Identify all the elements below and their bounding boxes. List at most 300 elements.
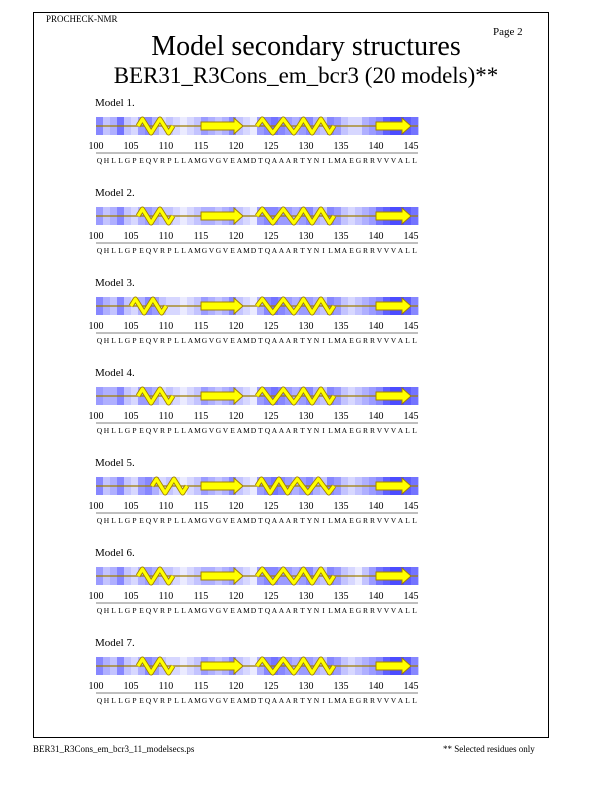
- sequence-residue: Q: [96, 426, 103, 435]
- sequence-residue: M: [334, 426, 341, 435]
- secondary-structure-plot: [0, 199, 612, 269]
- axis-tick-label: 145: [403, 681, 419, 692]
- sequence-residue: G: [355, 246, 362, 255]
- sequence-residue: G: [355, 516, 362, 525]
- footer-note: ** Selected residues only: [443, 744, 535, 754]
- sequence-residue: G: [215, 156, 222, 165]
- sequence-residue: T: [300, 246, 305, 255]
- sequence-residue: E: [230, 426, 235, 435]
- sequence-residue: G: [124, 606, 131, 615]
- sequence-residue: V: [376, 606, 383, 615]
- sequence-residue: L: [174, 426, 179, 435]
- sequence-residue: Q: [264, 156, 271, 165]
- sequence-residue: H: [103, 606, 110, 615]
- sequence-residue: M: [243, 246, 250, 255]
- sequence-residue: D: [250, 246, 257, 255]
- sequence-residue: Y: [306, 606, 313, 615]
- sequence-residue: T: [258, 606, 263, 615]
- sequence-residue: V: [390, 336, 397, 345]
- sequence-residue: A: [278, 696, 285, 705]
- sequence-residue: L: [412, 426, 417, 435]
- sequence-residue: V: [208, 426, 215, 435]
- sequence-residue: R: [369, 696, 376, 705]
- sequence-residue: M: [243, 336, 250, 345]
- axis-tick-label: 135: [333, 591, 349, 602]
- sequence-residue: L: [118, 516, 123, 525]
- sequence-residue: M: [334, 246, 341, 255]
- axis-tick-label: 145: [403, 321, 419, 332]
- sequence-residue: V: [208, 156, 215, 165]
- sequence-residue: V: [383, 336, 390, 345]
- sequence-residue: D: [250, 516, 257, 525]
- sequence-residue: E: [230, 246, 235, 255]
- model-label: Model 2.: [95, 187, 135, 199]
- sequence-residue: G: [355, 426, 362, 435]
- sequence-residue: H: [103, 246, 110, 255]
- sequence-residue: H: [103, 336, 110, 345]
- sequence-residue: L: [412, 696, 417, 705]
- sequence-residue: G: [201, 156, 208, 165]
- sequence-residue: A: [285, 246, 292, 255]
- sequence-residue: V: [376, 696, 383, 705]
- footer-filename: BER31_R3Cons_em_bcr3_11_modelsecs.ps: [33, 744, 195, 754]
- sequence-residue: Y: [306, 696, 313, 705]
- sequence-residue: L: [118, 426, 123, 435]
- axis-tick-label: 105: [123, 681, 139, 692]
- axis-tick-label: 120: [228, 231, 244, 242]
- sequence-residue: L: [181, 336, 186, 345]
- sequence-residue: M: [243, 516, 250, 525]
- sequence-residue: L: [412, 606, 417, 615]
- sequence-residue: A: [271, 336, 278, 345]
- sequence-residue: R: [362, 246, 369, 255]
- sequence-residue: G: [201, 606, 208, 615]
- sequence-residue: G: [201, 336, 208, 345]
- sequence-residue: G: [215, 336, 222, 345]
- sequence-residue: Q: [96, 516, 103, 525]
- program-name: PROCHECK-NMR: [46, 14, 118, 24]
- sequence-residue: A: [397, 156, 404, 165]
- sequence-residue: V: [376, 426, 383, 435]
- sequence-residue: L: [111, 156, 116, 165]
- sequence-residue: L: [111, 516, 116, 525]
- sequence-residue: Q: [145, 336, 152, 345]
- sequence-residue: G: [201, 246, 208, 255]
- axis-tick-label: 140: [368, 141, 384, 152]
- sequence-residue: Q: [96, 696, 103, 705]
- axis-tick-label: 110: [158, 681, 174, 692]
- sequence-residue: N: [313, 246, 320, 255]
- sequence-residue: L: [181, 426, 186, 435]
- sequence-residue: M: [194, 426, 201, 435]
- sequence-residue: E: [349, 156, 354, 165]
- sequence-residue: L: [181, 606, 186, 615]
- sequence-residue: L: [328, 516, 333, 525]
- sequence-residue: T: [300, 606, 305, 615]
- sequence-residue: R: [292, 606, 299, 615]
- sequence-residue: A: [236, 516, 243, 525]
- sequence-residue: T: [300, 516, 305, 525]
- axis-tick-label: 105: [123, 141, 139, 152]
- sequence-residue: A: [285, 426, 292, 435]
- sequence-residue: A: [341, 156, 348, 165]
- sequence-residue: T: [258, 426, 263, 435]
- sequence-residue: L: [111, 606, 116, 615]
- sequence-residue: R: [292, 696, 299, 705]
- sequence-residue: N: [313, 606, 320, 615]
- sequence-residue: L: [405, 516, 410, 525]
- sequence-residue: Y: [306, 516, 313, 525]
- sequence-residue: A: [236, 606, 243, 615]
- sequence-residue: A: [187, 156, 194, 165]
- sequence-residue: V: [222, 606, 229, 615]
- sequence-residue: L: [412, 516, 417, 525]
- axis-tick-label: 130: [298, 591, 314, 602]
- sequence-residue: A: [285, 336, 292, 345]
- sequence-residue: V: [152, 156, 159, 165]
- sequence-residue: A: [397, 516, 404, 525]
- axis-tick-label: 135: [333, 321, 349, 332]
- axis-tick-label: 145: [403, 591, 419, 602]
- sequence-residue: V: [152, 246, 159, 255]
- sequence-residue: L: [181, 156, 186, 165]
- axis-tick-label: 125: [263, 681, 279, 692]
- sequence-residue: G: [201, 516, 208, 525]
- sequence-residue: G: [124, 696, 131, 705]
- sequence-residue: L: [118, 696, 123, 705]
- sequence-residue: V: [390, 156, 397, 165]
- axis-tick-label: 100: [88, 321, 104, 332]
- axis-tick-label: 110: [158, 321, 174, 332]
- sequence-residue: P: [167, 426, 172, 435]
- sequence-residue: Y: [306, 336, 313, 345]
- sequence-residue: I: [322, 606, 325, 615]
- axis-tick-label: 100: [88, 411, 104, 422]
- sequence-residue: V: [390, 246, 397, 255]
- axis-tick-label: 105: [123, 411, 139, 422]
- axis-tick-label: 110: [158, 501, 174, 512]
- sequence-residue: E: [139, 156, 144, 165]
- sequence-residue: V: [222, 156, 229, 165]
- sequence-residue: Q: [145, 156, 152, 165]
- sequence-residue: V: [222, 246, 229, 255]
- sequence-residue: Q: [96, 336, 103, 345]
- sequence-residue: P: [132, 696, 137, 705]
- sequence-residue: G: [215, 516, 222, 525]
- sequence-residue: T: [300, 156, 305, 165]
- axis-tick-label: 105: [123, 591, 139, 602]
- axis-tick-label: 100: [88, 141, 104, 152]
- sequence-residue: Q: [145, 606, 152, 615]
- axis-tick-label: 115: [193, 321, 209, 332]
- sequence-residue: R: [292, 426, 299, 435]
- sequence-residue: P: [167, 606, 172, 615]
- axis-tick-label: 115: [193, 411, 209, 422]
- axis-tick-label: 145: [403, 141, 419, 152]
- sequence-residue: R: [159, 156, 166, 165]
- axis-tick-label: 125: [263, 411, 279, 422]
- model-label: Model 6.: [95, 547, 135, 559]
- sequence-residue: E: [230, 516, 235, 525]
- sequence-residue: M: [243, 606, 250, 615]
- page-title: Model secondary structures: [151, 31, 461, 62]
- axis-tick-label: 125: [263, 231, 279, 242]
- sequence-residue: R: [159, 246, 166, 255]
- axis-tick-label: 135: [333, 141, 349, 152]
- axis-tick-label: 120: [228, 321, 244, 332]
- axis-tick-label: 145: [403, 501, 419, 512]
- sequence-residue: R: [369, 606, 376, 615]
- sequence-residue: L: [181, 516, 186, 525]
- sequence-residue: R: [292, 156, 299, 165]
- sequence-residue: Q: [264, 336, 271, 345]
- sequence-residue: Q: [145, 516, 152, 525]
- axis-tick-label: 110: [158, 411, 174, 422]
- sequence-residue: A: [341, 426, 348, 435]
- axis-tick-label: 115: [193, 231, 209, 242]
- axis-tick-label: 130: [298, 321, 314, 332]
- sequence-residue: V: [390, 516, 397, 525]
- sequence-residue: L: [328, 336, 333, 345]
- axis-tick-label: 125: [263, 141, 279, 152]
- sequence-residue: G: [355, 696, 362, 705]
- sequence-residue: I: [322, 156, 325, 165]
- sequence-residue: L: [118, 606, 123, 615]
- axis-tick-label: 135: [333, 231, 349, 242]
- axis-tick-label: 120: [228, 141, 244, 152]
- sequence-residue: R: [159, 606, 166, 615]
- sequence-residue: H: [103, 696, 110, 705]
- sequence-residue: E: [349, 426, 354, 435]
- sequence-residue: R: [369, 246, 376, 255]
- sequence-residue: P: [132, 516, 137, 525]
- sequence-residue: R: [159, 516, 166, 525]
- sequence-residue: N: [313, 156, 320, 165]
- sequence-residue: R: [362, 696, 369, 705]
- axis-tick-label: 100: [88, 681, 104, 692]
- secondary-structure-plot: [0, 469, 612, 539]
- sequence-residue: A: [341, 516, 348, 525]
- sequence-residue: M: [334, 696, 341, 705]
- axis-tick-label: 100: [88, 231, 104, 242]
- sequence-residue: T: [300, 336, 305, 345]
- sequence-residue: A: [341, 696, 348, 705]
- sequence-residue: E: [230, 156, 235, 165]
- sequence-residue: H: [103, 516, 110, 525]
- sequence-residue: R: [292, 336, 299, 345]
- sequence-residue: Q: [145, 696, 152, 705]
- sequence-residue: I: [322, 516, 325, 525]
- sequence-residue: L: [181, 246, 186, 255]
- sequence-residue: L: [412, 156, 417, 165]
- axis-tick-label: 110: [158, 231, 174, 242]
- sequence-residue: R: [369, 156, 376, 165]
- sequence-residue: R: [362, 516, 369, 525]
- axis-tick-label: 105: [123, 231, 139, 242]
- sequence-residue: T: [258, 156, 263, 165]
- sequence-residue: Q: [145, 426, 152, 435]
- axis-tick-label: 130: [298, 681, 314, 692]
- sequence-residue: L: [405, 156, 410, 165]
- axis-tick-label: 145: [403, 411, 419, 422]
- sequence-residue: M: [243, 696, 250, 705]
- sequence-residue: Q: [96, 606, 103, 615]
- sequence-residue: T: [258, 516, 263, 525]
- sequence-residue: L: [111, 426, 116, 435]
- sequence-residue: P: [167, 156, 172, 165]
- sequence-residue: M: [194, 156, 201, 165]
- sequence-residue: R: [369, 336, 376, 345]
- sequence-residue: A: [187, 426, 194, 435]
- sequence-residue: A: [271, 696, 278, 705]
- sequence-residue: Q: [264, 516, 271, 525]
- sequence-residue: A: [236, 156, 243, 165]
- sequence-residue: A: [236, 696, 243, 705]
- sequence-residue: H: [103, 156, 110, 165]
- sequence-residue: I: [322, 246, 325, 255]
- sequence-residue: A: [285, 156, 292, 165]
- sequence-residue: A: [397, 336, 404, 345]
- axis-tick-label: 140: [368, 321, 384, 332]
- sequence-residue: L: [174, 336, 179, 345]
- secondary-structure-plot: [0, 649, 612, 719]
- sequence-residue: I: [322, 696, 325, 705]
- secondary-structure-plot: [0, 289, 612, 359]
- sequence-residue: L: [405, 606, 410, 615]
- model-label: Model 4.: [95, 367, 135, 379]
- sequence-residue: V: [208, 696, 215, 705]
- sequence-residue: R: [362, 606, 369, 615]
- axis-tick-label: 130: [298, 411, 314, 422]
- sequence-residue: A: [278, 336, 285, 345]
- sequence-residue: V: [376, 246, 383, 255]
- sequence-residue: E: [139, 516, 144, 525]
- axis-tick-label: 135: [333, 681, 349, 692]
- axis-tick-label: 140: [368, 681, 384, 692]
- sequence-residue: R: [292, 516, 299, 525]
- sequence-residue: Y: [306, 156, 313, 165]
- axis-tick-label: 110: [158, 141, 174, 152]
- sequence-residue: V: [383, 696, 390, 705]
- sequence-residue: M: [194, 246, 201, 255]
- sequence-residue: V: [222, 426, 229, 435]
- sequence-residue: M: [194, 516, 201, 525]
- sequence-residue: V: [222, 516, 229, 525]
- sequence-residue: I: [322, 336, 325, 345]
- sequence-residue: Q: [96, 156, 103, 165]
- sequence-residue: D: [250, 156, 257, 165]
- axis-tick-label: 135: [333, 411, 349, 422]
- sequence-residue: G: [215, 696, 222, 705]
- sequence-residue: T: [258, 696, 263, 705]
- sequence-residue: T: [258, 336, 263, 345]
- sequence-residue: A: [341, 606, 348, 615]
- sequence-residue: M: [243, 156, 250, 165]
- sequence-residue: Y: [306, 246, 313, 255]
- sequence-residue: V: [152, 336, 159, 345]
- sequence-residue: P: [167, 516, 172, 525]
- sequence-residue: D: [250, 336, 257, 345]
- sequence-residue: L: [118, 156, 123, 165]
- axis-tick-label: 145: [403, 231, 419, 242]
- sequence-residue: P: [132, 426, 137, 435]
- sequence-residue: V: [152, 516, 159, 525]
- sequence-residue: V: [152, 426, 159, 435]
- sequence-residue: L: [111, 696, 116, 705]
- sequence-residue: V: [376, 516, 383, 525]
- axis-tick-label: 130: [298, 141, 314, 152]
- sequence-residue: E: [139, 246, 144, 255]
- sequence-residue: A: [187, 696, 194, 705]
- sequence-residue: N: [313, 696, 320, 705]
- sequence-residue: A: [187, 246, 194, 255]
- page-subtitle: BER31_R3Cons_em_bcr3 (20 models)**: [113, 63, 499, 88]
- sequence-residue: E: [349, 516, 354, 525]
- sequence-residue: Q: [145, 246, 152, 255]
- sequence-residue: P: [167, 336, 172, 345]
- sequence-residue: M: [194, 696, 201, 705]
- sequence-residue: A: [278, 426, 285, 435]
- sequence-residue: M: [334, 516, 341, 525]
- sequence-residue: V: [390, 606, 397, 615]
- axis-tick-label: 140: [368, 231, 384, 242]
- sequence-residue: P: [167, 246, 172, 255]
- axis-tick-label: 120: [228, 411, 244, 422]
- sequence-residue: D: [250, 696, 257, 705]
- sequence-residue: A: [236, 426, 243, 435]
- sequence-residue: A: [341, 336, 348, 345]
- sequence-residue: M: [334, 336, 341, 345]
- sequence-residue: R: [362, 336, 369, 345]
- sequence-residue: L: [328, 426, 333, 435]
- sequence-residue: Q: [96, 246, 103, 255]
- sequence-residue: P: [132, 606, 137, 615]
- sequence-residue: G: [124, 156, 131, 165]
- sequence-residue: V: [152, 696, 159, 705]
- sequence-residue: D: [250, 426, 257, 435]
- sequence-residue: L: [328, 156, 333, 165]
- axis-tick-label: 115: [193, 501, 209, 512]
- axis-tick-label: 130: [298, 501, 314, 512]
- sequence-residue: A: [285, 516, 292, 525]
- sequence-residue: G: [124, 426, 131, 435]
- sequence-residue: G: [215, 606, 222, 615]
- sequence-residue: M: [334, 156, 341, 165]
- sequence-residue: I: [322, 426, 325, 435]
- sequence-residue: A: [236, 336, 243, 345]
- sequence-residue: L: [174, 156, 179, 165]
- sequence-residue: N: [313, 516, 320, 525]
- sequence-residue: M: [194, 336, 201, 345]
- sequence-residue: L: [174, 516, 179, 525]
- sequence-residue: E: [230, 696, 235, 705]
- sequence-residue: R: [159, 696, 166, 705]
- sequence-residue: E: [230, 606, 235, 615]
- axis-tick-label: 105: [123, 501, 139, 512]
- axis-tick-label: 105: [123, 321, 139, 332]
- sequence-residue: L: [405, 336, 410, 345]
- sequence-residue: A: [236, 246, 243, 255]
- axis-tick-label: 140: [368, 411, 384, 422]
- sequence-residue: P: [132, 336, 137, 345]
- axis-tick-label: 120: [228, 501, 244, 512]
- sequence-residue: P: [167, 696, 172, 705]
- axis-tick-label: 120: [228, 681, 244, 692]
- axis-tick-label: 125: [263, 591, 279, 602]
- sequence-residue: G: [215, 246, 222, 255]
- sequence-residue: P: [132, 156, 137, 165]
- sequence-residue: D: [250, 606, 257, 615]
